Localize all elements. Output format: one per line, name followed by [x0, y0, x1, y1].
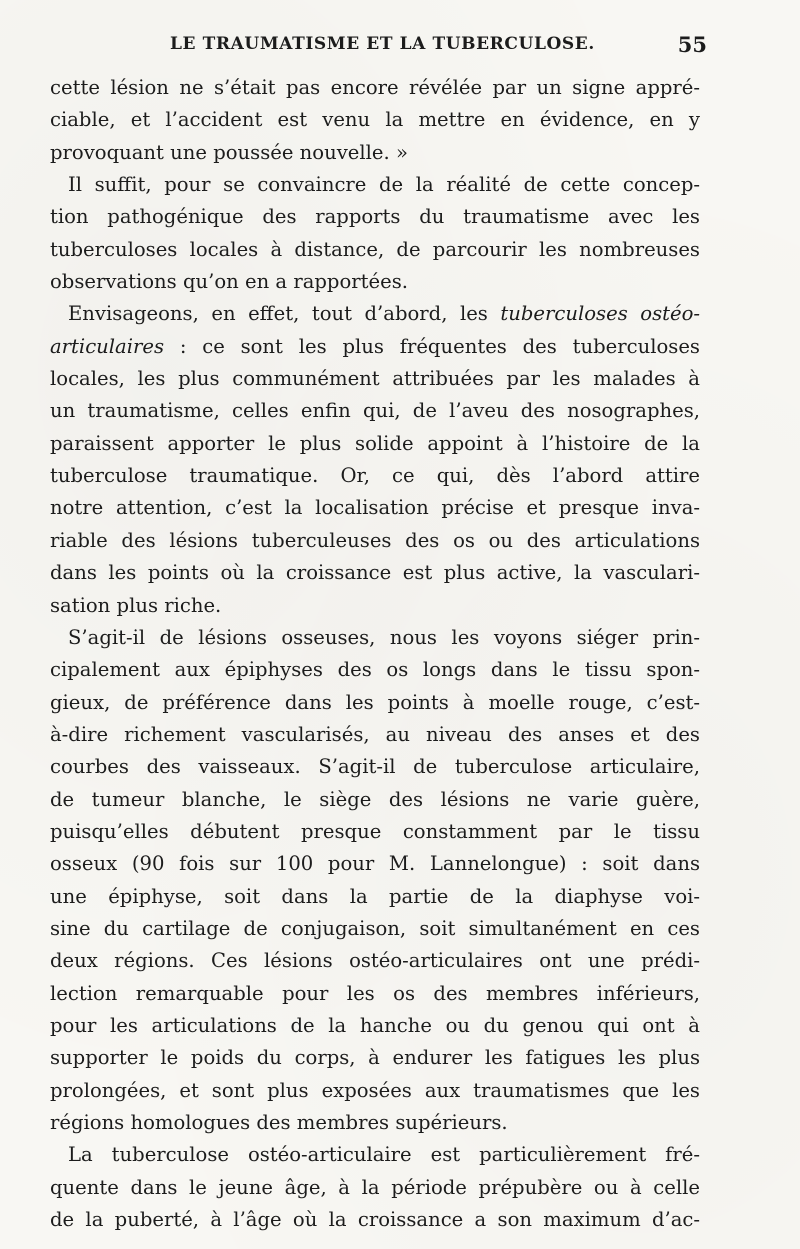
text-line: puisqu’elles débutent presque constamment par le tissu [50, 819, 700, 843]
paragraph [50, 622, 700, 1140]
running-head [0, 30, 800, 58]
running-title: LE TRAUMATISME ET LA TUBERCULOSE. [170, 34, 595, 54]
text-line: locales, les plus communément attribuées par les malades à [50, 367, 700, 391]
text-line: tuberculoses locales à distance, de parcourir les nombreuses [50, 237, 700, 261]
text-line: Il suffit, pour se convaincre de la réalité de cette concep- [68, 173, 700, 197]
text-line: régions homologues des membres supérieurs. [50, 1111, 508, 1134]
text-line: riable des lésions tuberculeuses des os ou des articulations [50, 528, 700, 552]
text-line: deux régions. Ces lésions ostéo-articulaires ont une prédi- [50, 949, 700, 973]
text-line: un traumatisme, celles enfin qui, de l’aveu des nosographes, [50, 399, 700, 423]
text-line: supporter le poids du corps, à endurer les fatigues les plus [50, 1046, 700, 1070]
text-line: quente dans le jeune âge, à la période prépubère ou à celle [50, 1175, 700, 1199]
text-line: notre attention, c’est la localisation précise et presque inva- [50, 496, 700, 520]
text-line: courbes des vaisseaux. S’agit-il de tuberculose articulaire, [50, 755, 700, 779]
text-line: articulaires : ce sont les plus fréquentes des tuberculoses [50, 334, 700, 358]
body-text [50, 72, 700, 1236]
text-line: La tuberculose ostéo-articulaire est particulièrement fré- [68, 1143, 700, 1167]
text-line: dans les points où la croissance est plus active, la vasculari- [50, 561, 700, 585]
italic-term: tuberculoses ostéo- [500, 302, 701, 326]
paragraph [50, 72, 700, 169]
text-line: de tumeur blanche, le siège des lésions ne varie guère, [50, 787, 700, 811]
text-line: une épiphyse, soit dans la partie de la diaphyse voi- [50, 884, 700, 908]
text-line: cipalement aux épiphyses des os longs dans le tissu spon- [50, 658, 700, 682]
text-line: cette lésion ne s’était pas encore révélée par un signe appré- [50, 76, 700, 99]
text-line: lection remarquable pour les os des membres inférieurs, [50, 981, 700, 1005]
text-line: tion pathogénique des rapports du traumatisme avec les [50, 205, 700, 229]
text-line: tuberculose traumatique. Or, ce qui, dès l’abord attire [50, 464, 700, 488]
italic-term: articulaires [50, 334, 165, 358]
paragraph [50, 169, 700, 298]
text-line: à-dire richement vascularisés, au niveau des anses et des [50, 722, 700, 746]
paragraph [50, 298, 700, 621]
text-line: Envisageons, en effet, tout d’abord, les tuberculoses ostéo- [68, 302, 701, 326]
text-line: pour les articulations de la hanche ou du genou qui ont à [50, 1013, 700, 1037]
text-line: sation plus riche. [50, 593, 222, 617]
text-line: S’agit-il de lésions osseuses, nous les voyons siéger prin- [68, 625, 700, 649]
text-line: ciable, et l’accident est venu la mettre en évidence, en y [50, 108, 700, 132]
text-line: gieux, de préférence dans les points à moelle rouge, c’est- [50, 690, 700, 714]
paragraph [50, 1139, 700, 1236]
text-line: provoquant une poussée nouvelle. » [50, 140, 408, 164]
page-number: 55 [677, 32, 707, 57]
text-line: observations qu’on en a rapportées. [50, 270, 408, 294]
text-line: sine du cartilage de conjugaison, soit simultanément en ces [50, 916, 700, 940]
text-line: osseux (90 fois sur 100 pour M. Lannelongue) : soit dans [50, 852, 700, 876]
text-line: paraissent apporter le plus solide appoint à l’histoire de la [50, 431, 700, 455]
text-line: de la puberté, à l’âge où la croissance a son maximum d’ac- [50, 1208, 700, 1232]
text-line: prolongées, et sont plus exposées aux traumatismes que les [50, 1078, 700, 1102]
